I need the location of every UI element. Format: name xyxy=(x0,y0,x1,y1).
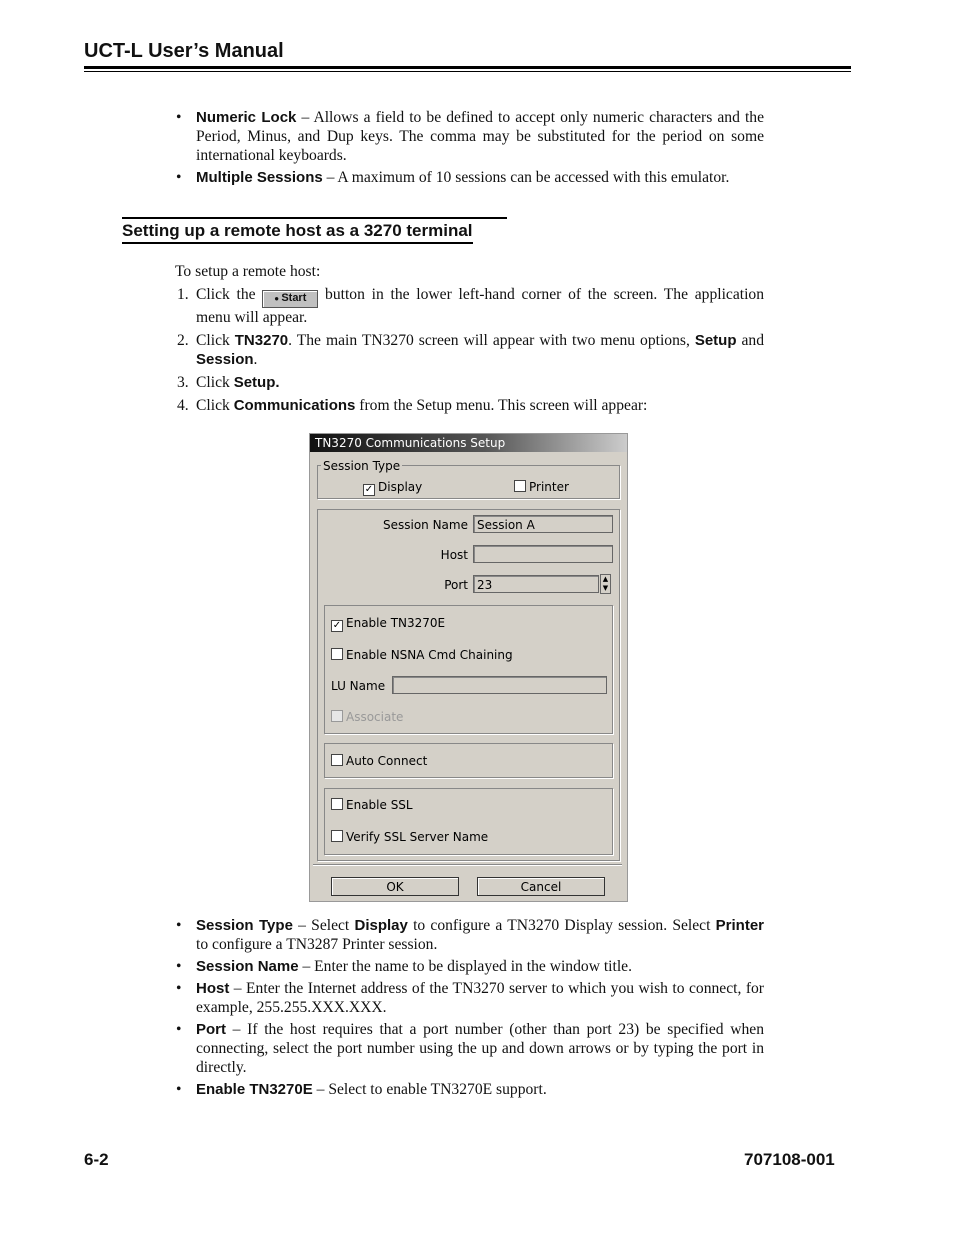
checkbox-box[interactable]: ✓ xyxy=(364,484,374,495)
step-text: Click xyxy=(196,332,235,349)
checkbox-box[interactable] xyxy=(331,710,343,722)
checkbox-box[interactable] xyxy=(331,830,343,842)
bullet-term: Port xyxy=(196,1021,226,1038)
session-name-label: Session Name xyxy=(382,518,468,532)
bullet-mark: • xyxy=(176,980,182,997)
header-rule-thin xyxy=(84,71,851,72)
step-term: Communications xyxy=(233,397,356,414)
bullet-text: – Select to enable TN3270E support. xyxy=(312,1081,547,1098)
verify-ssl-checkbox[interactable] xyxy=(331,830,488,844)
checkbox-box[interactable] xyxy=(331,798,343,810)
ok-button[interactable]: OK xyxy=(331,877,459,896)
section-heading: Setting up a remote host as a 3270 terminal xyxy=(122,221,473,244)
bullet-text: – A maximum of 10 sessions can be accessed with this emulator. xyxy=(322,169,730,186)
host-label: Host xyxy=(440,548,468,562)
checkbox-box[interactable] xyxy=(514,480,526,492)
step-text: and xyxy=(736,332,764,349)
bullet-mark: • xyxy=(176,1021,182,1038)
step-item xyxy=(176,331,764,369)
step-number: 2. xyxy=(177,332,189,349)
auto-connect-label: Auto Connect xyxy=(346,754,428,768)
bullet-text: – Select xyxy=(292,917,355,934)
step-text: button in the lower left-hand corner of the screen. The application menu will appear. xyxy=(196,286,765,326)
step-text: . xyxy=(253,351,258,368)
bullet-mark: • xyxy=(176,917,182,934)
cancel-button[interactable]: Cancel xyxy=(477,877,605,896)
step-item xyxy=(176,373,764,392)
spin-down-icon[interactable]: ▼ xyxy=(602,584,609,592)
start-button-label: Start xyxy=(281,292,307,304)
start-icon: ● xyxy=(274,294,282,303)
lu-name-input[interactable] xyxy=(392,676,607,694)
bullet-mark: • xyxy=(176,1081,182,1098)
page-header-title: UCT-L User’s Manual xyxy=(84,40,284,62)
enable-ssl-label: Enable SSL xyxy=(346,798,413,812)
bullet-term: Session Type xyxy=(196,917,293,934)
bottom-bullet-list xyxy=(176,916,764,1102)
lu-name-label: LU Name xyxy=(331,679,386,693)
bullet-text: to configure a TN3270 Display session. Select xyxy=(407,917,716,934)
printer-checkbox[interactable] xyxy=(514,480,569,494)
step-text: . The main TN3270 screen will appear with two menu options, xyxy=(288,332,695,349)
list-item xyxy=(176,957,764,976)
step-item xyxy=(176,285,764,327)
enable-nsna-checkbox[interactable] xyxy=(331,648,513,662)
bullet-term: Display xyxy=(354,917,408,934)
checkbox-box[interactable] xyxy=(331,754,343,766)
list-item xyxy=(176,916,764,954)
bullet-term: Numeric Lock xyxy=(196,109,297,126)
header-rule-thick xyxy=(84,66,851,69)
list-item xyxy=(176,108,764,165)
bullet-text: – Enter the name to be displayed in the window title. xyxy=(298,958,633,975)
spin-up-icon[interactable]: ▲ xyxy=(602,575,609,583)
step-list xyxy=(176,285,764,419)
session-name-input[interactable]: Session A xyxy=(473,515,613,533)
enable-tn3270e-label: Enable TN3270E xyxy=(346,616,446,630)
list-item xyxy=(176,1080,764,1099)
step-text: from the Setup menu. This screen will appear: xyxy=(355,397,648,414)
section-top-rule xyxy=(122,217,507,219)
document-number: 707108-001 xyxy=(744,1150,835,1169)
step-text: Click the xyxy=(196,286,263,303)
associate-checkbox[interactable] xyxy=(331,710,403,724)
top-bullet-list xyxy=(176,108,764,190)
host-input[interactable] xyxy=(473,545,613,563)
step-number: 3. xyxy=(177,374,189,391)
bullet-term: Multiple Sessions xyxy=(196,169,323,186)
display-label: Display xyxy=(378,480,423,494)
bullet-text: – Enter the Internet address of the TN3270 server to which you wish to connect, for example, 255.255.XXX.XXX. xyxy=(196,980,764,1016)
list-item xyxy=(176,168,764,187)
port-spinner[interactable] xyxy=(600,574,611,594)
step-term: Session xyxy=(196,351,254,368)
bullet-term: Printer xyxy=(715,917,765,934)
associate-label: Associate xyxy=(346,710,404,724)
list-item xyxy=(176,979,764,1017)
step-text: Click xyxy=(196,397,234,414)
bullet-text: – If the host requires that a port number (other than port 23) be specified when connecting, select the port number using the up and down arrows or by typing the port in directly. xyxy=(196,1021,764,1076)
bullet-mark: • xyxy=(176,169,182,186)
bullet-mark: • xyxy=(176,109,182,126)
display-checkbox[interactable] xyxy=(363,480,422,496)
section-intro: To setup a remote host: xyxy=(175,263,321,280)
auto-connect-checkbox[interactable] xyxy=(331,754,427,768)
dialog-title-bar: TN3270 Communications Setup xyxy=(310,434,627,452)
enable-nsna-label: Enable NSNA Cmd Chaining xyxy=(346,648,513,662)
communications-setup-dialog xyxy=(309,433,628,902)
checkbox-box[interactable]: ✓ xyxy=(332,620,342,631)
bullet-text: to configure a TN3287 Printer session. xyxy=(196,936,438,953)
step-number: 4. xyxy=(177,397,189,414)
printer-label: Printer xyxy=(529,480,569,494)
start-button-image xyxy=(262,290,318,308)
bullet-text: – Allows a field to be defined to accept only numeric characters and the Period, Minus, and Dup keys. The comma may be substituted for the period on some international keyboards. xyxy=(196,109,764,164)
enable-ssl-checkbox[interactable] xyxy=(331,798,413,812)
verify-ssl-label: Verify SSL Server Name xyxy=(346,830,489,844)
bullet-term: Host xyxy=(196,980,230,997)
list-item xyxy=(176,1020,764,1077)
step-term: Setup xyxy=(694,332,737,349)
button-divider xyxy=(313,864,622,866)
step-number: 1. xyxy=(177,286,189,303)
bullet-term: Session Name xyxy=(196,958,299,975)
port-label: Port xyxy=(444,578,468,592)
step-term: Setup. xyxy=(233,374,280,391)
checkbox-box[interactable] xyxy=(331,648,343,660)
session-type-legend: Session Type xyxy=(323,459,401,473)
step-item xyxy=(176,396,764,415)
step-term: TN3270 xyxy=(234,332,289,349)
port-input[interactable]: 23 xyxy=(473,575,599,593)
bullet-term: Enable TN3270E xyxy=(196,1081,313,1098)
bullet-mark: • xyxy=(176,958,182,975)
enable-tn3270e-checkbox[interactable] xyxy=(331,616,445,632)
step-text: Click xyxy=(196,374,234,391)
page-number: 6-2 xyxy=(84,1150,109,1169)
